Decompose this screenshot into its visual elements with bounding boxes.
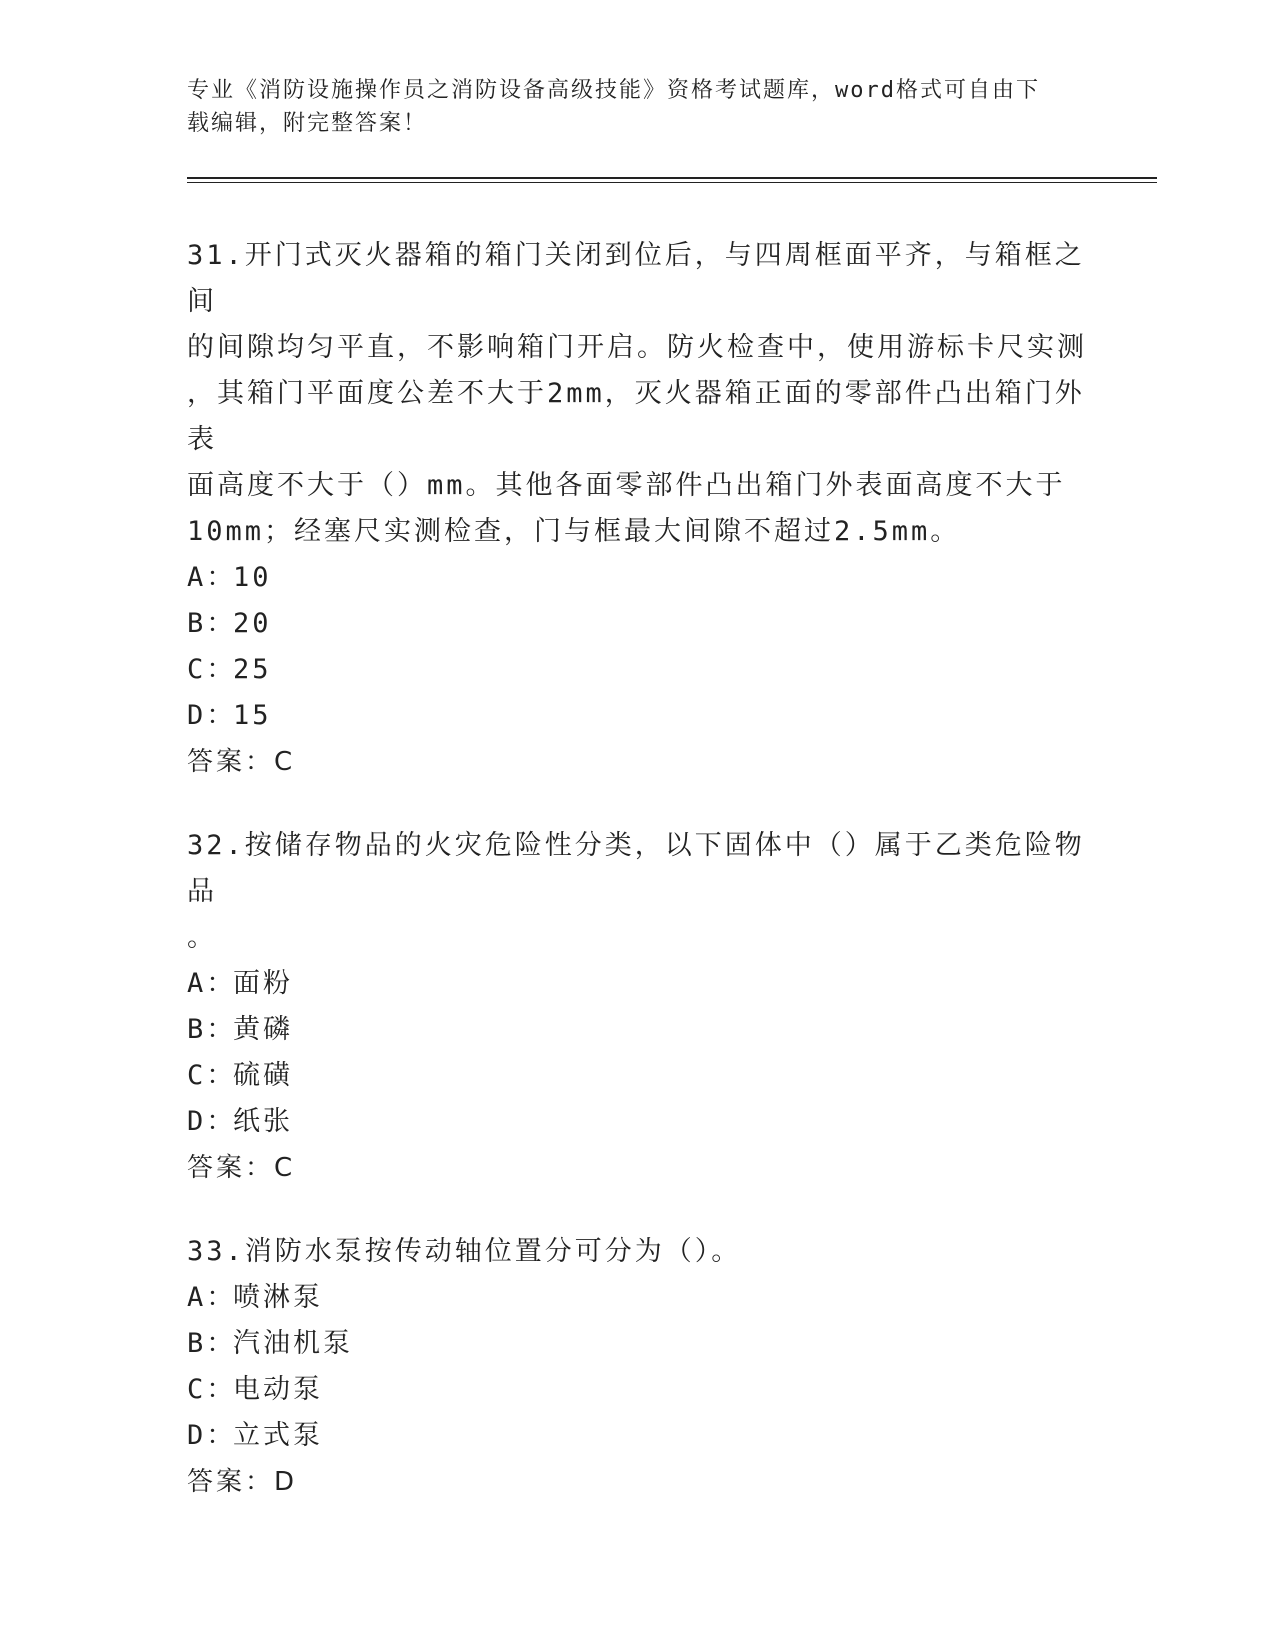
question-32 <box>187 823 1087 1191</box>
stem-line: 。 <box>187 922 217 953</box>
option-c <box>187 647 1087 693</box>
option-key: A： <box>187 1282 237 1313</box>
document-header <box>187 74 1087 140</box>
option-d <box>187 1413 1087 1459</box>
option-text: 硫磺 <box>233 1060 293 1091</box>
option-text: 面粉 <box>233 968 293 999</box>
header-line-1: 专业《消防设施操作员之消防设备高级技能》资格考试题库，word格式可自由下 <box>187 78 1040 103</box>
option-d <box>187 693 1087 739</box>
option-b <box>187 601 1087 647</box>
option-text: 立式泵 <box>233 1420 323 1451</box>
option-d <box>187 1099 1087 1145</box>
option-key: A： <box>187 968 237 999</box>
answer: 答案：C <box>187 1153 296 1183</box>
option-key: B： <box>187 1014 237 1045</box>
option-text: 喷淋泵 <box>233 1282 323 1313</box>
option-key: B： <box>187 1328 237 1359</box>
option-text: 纸张 <box>233 1106 293 1137</box>
option-key: C： <box>187 654 237 685</box>
question-31 <box>187 233 1087 785</box>
option-c <box>187 1367 1087 1413</box>
question-list <box>187 233 1087 1543</box>
header-line-2: 载编辑，附完整答案！ <box>187 111 428 136</box>
option-key: D： <box>187 1420 237 1451</box>
option-text: 电动泵 <box>233 1374 323 1405</box>
question-stem <box>187 1229 1087 1275</box>
option-text: 汽油机泵 <box>233 1328 353 1359</box>
option-key: D： <box>187 700 237 731</box>
stem-line: 10mm；经塞尺实测检查，门与框最大间隙不超过2.5mm。 <box>187 516 961 547</box>
option-text: 10 <box>233 562 272 593</box>
header-divider <box>187 177 1157 179</box>
option-b <box>187 1007 1087 1053</box>
stem-line: ，其箱门平面度公差不大于2mm，灭火器箱正面的零部件凸出箱门外表 <box>187 378 1085 455</box>
option-b <box>187 1321 1087 1367</box>
option-key: D： <box>187 1106 237 1137</box>
stem-line: 31.开门式灭火器箱的箱门关闭到位后，与四周框面平齐，与箱框之间 <box>187 240 1085 317</box>
stem-line: 33.消防水泵按传动轴位置分可分为（）。 <box>187 1236 742 1267</box>
header-divider-thin <box>187 182 1157 183</box>
option-a <box>187 961 1087 1007</box>
option-key: A： <box>187 562 237 593</box>
answer: 答案：D <box>187 1467 298 1497</box>
option-key: C： <box>187 1060 237 1091</box>
option-key: C： <box>187 1374 237 1405</box>
stem-line: 面高度不大于（）mm。其他各面零部件凸出箱门外表面高度不大于 <box>187 470 1066 501</box>
option-a <box>187 555 1087 601</box>
question-stem <box>187 823 1087 961</box>
option-text: 15 <box>233 700 272 731</box>
option-text: 黄磷 <box>233 1014 293 1045</box>
option-a <box>187 1275 1087 1321</box>
option-c <box>187 1053 1087 1099</box>
stem-line: 32.按储存物品的火灾危险性分类，以下固体中（）属于乙类危险物品 <box>187 830 1085 907</box>
answer: 答案：C <box>187 747 296 777</box>
option-text: 20 <box>233 608 272 639</box>
question-33 <box>187 1229 1087 1505</box>
stem-line: 的间隙均匀平直，不影响箱门开启。防火检查中，使用游标卡尺实测 <box>187 332 1087 363</box>
option-text: 25 <box>233 654 272 685</box>
option-key: B： <box>187 608 237 639</box>
question-stem <box>187 233 1087 555</box>
